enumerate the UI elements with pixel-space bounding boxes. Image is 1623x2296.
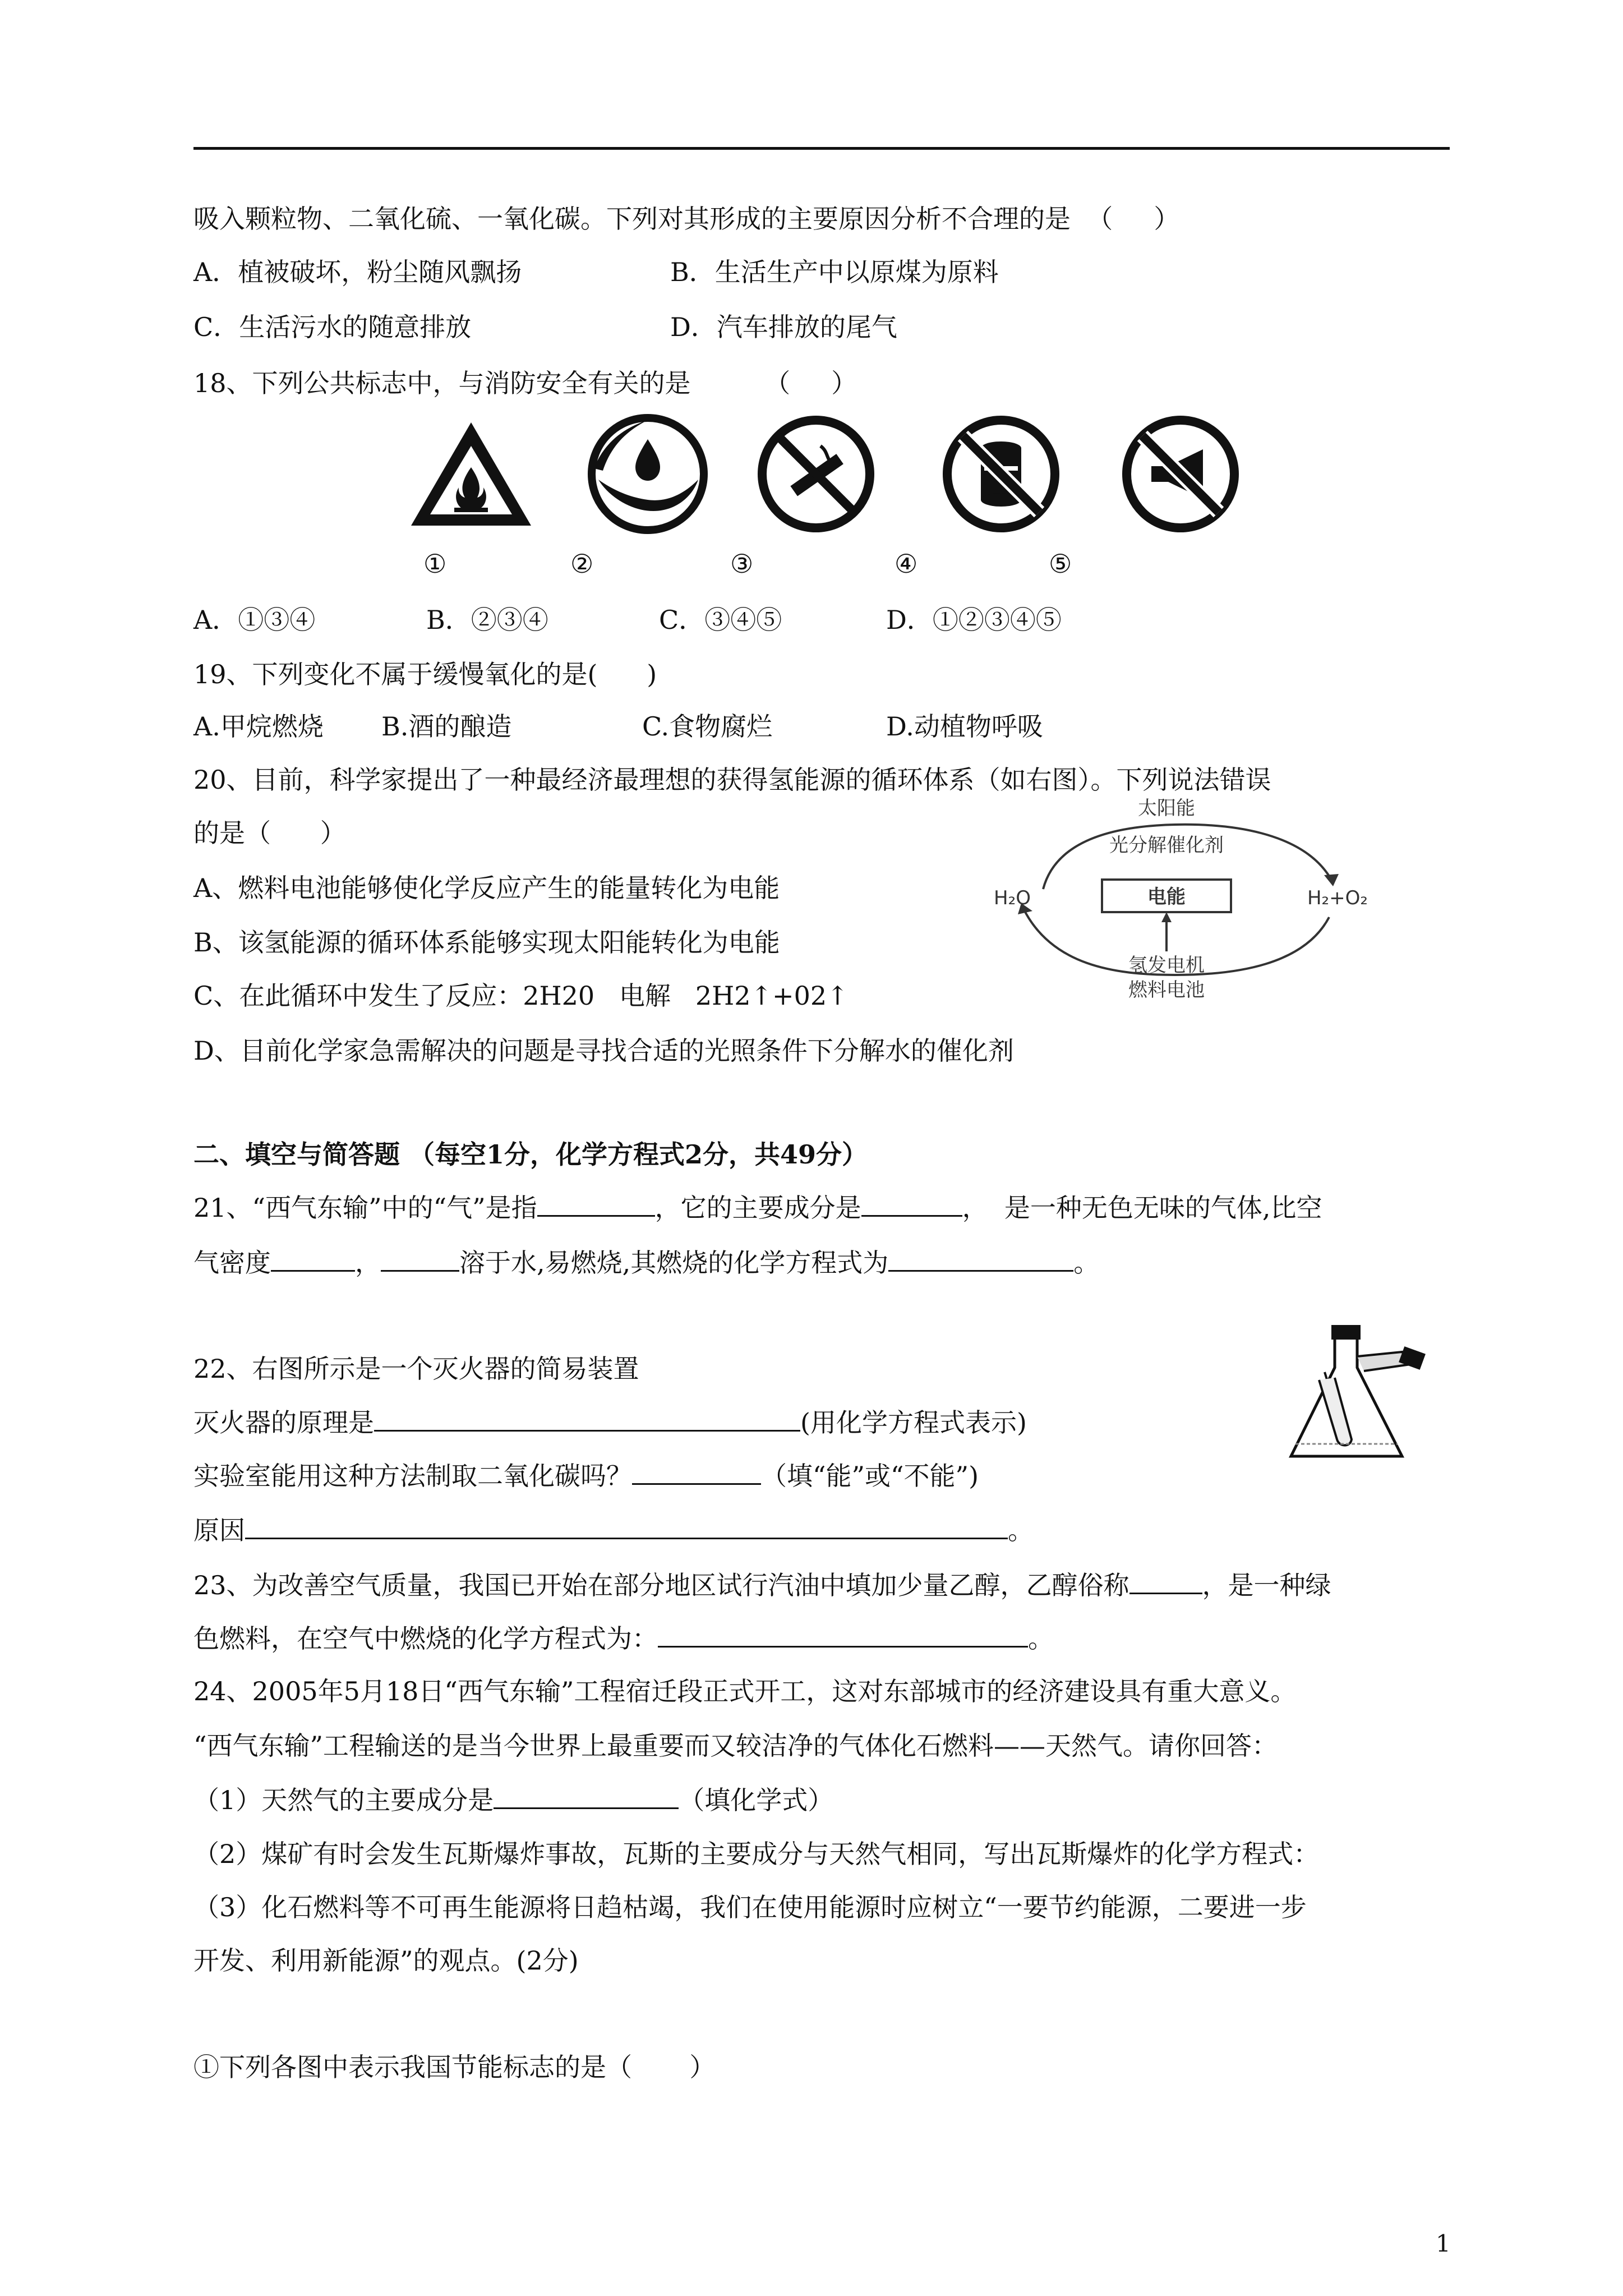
sign-label-3: ③ xyxy=(730,549,754,579)
q17-stem: 吸入颗粒物、二氧化硫、一氧化碳。下列对其形成的主要原因分析不合理的是 （ ） xyxy=(193,204,1180,234)
water-saving-icon xyxy=(586,412,709,536)
q20-stem-line1: 20、目前，科学家提出了一种最经济最理想的获得氢能源的循环体系（如右图）。下列说法错误 xyxy=(193,765,1271,795)
q20-stem-line2: 的是（ ） xyxy=(193,818,346,848)
section2-title: 二、填空与简答题 （每空1分，化学方程式2分，共49分） xyxy=(193,1139,868,1170)
sign-label-5: ⑤ xyxy=(1049,549,1072,579)
q23-blank-common-name[interactable] xyxy=(1129,1568,1202,1594)
q24-blank-formula[interactable] xyxy=(494,1783,679,1809)
q20-option-b: B、该氢能源的循环体系能够实现太阳能转化为电能 xyxy=(193,927,780,958)
q24-sub1: （1）天然气的主要成分是 （填化学式） xyxy=(193,1783,833,1817)
diagram-label-products: H₂+O₂ xyxy=(1307,887,1368,909)
q19-option-d: D.动植物呼吸 xyxy=(886,711,1043,742)
q21-blank-density[interactable] xyxy=(271,1245,355,1272)
q24-line2: “西气东输”工程输送的是当今世界上最重要而又较洁净的气体化石燃料——天然气。请你回答： xyxy=(193,1731,1278,1761)
no-smoking-icon xyxy=(754,412,878,536)
sign-label-4: ④ xyxy=(895,549,918,579)
q22-line2: 实验室能用这种方法制取二氧化碳吗？ （填“能”或“不能”) xyxy=(193,1458,979,1493)
diagram-label-fuel-cell: 燃料电池 xyxy=(1128,979,1205,1001)
sign-label-2: ② xyxy=(570,549,594,579)
diagram-label-solar: 太阳能 xyxy=(1138,797,1195,820)
q17-option-a: A．植被破坏，粉尘随风飘扬 xyxy=(193,257,522,287)
q20-option-a: A、燃料电池能够使化学反应产生的能量转化为电能 xyxy=(193,873,780,903)
q21-blank-gas[interactable] xyxy=(537,1190,655,1217)
flammable-warning-icon xyxy=(407,418,536,530)
q21-line2: 气密度 ， 溶于水,易燃烧,其燃烧的化学方程式为 。 xyxy=(193,1245,1099,1280)
q23-line2: 色燃料，在空气中燃烧的化学方程式为： 。 xyxy=(193,1621,1054,1655)
q23-line1: 23、为改善空气质量，我国已开始在部分地区试行汽油中填加少量乙醇，乙醇俗称 ，是一种绿 xyxy=(193,1568,1331,1602)
q24-sub3-line1: （3）化石燃料等不可再生能源将日趋枯竭，我们在使用能源时应树立“一要节约能源，二要进一步 xyxy=(193,1892,1307,1922)
diagram-label-catalyst: 光分解催化剂 xyxy=(1109,834,1224,857)
no-fuel-barrel-icon xyxy=(939,412,1063,536)
q18-option-d: D．①②③④⑤ xyxy=(886,605,1062,635)
q22-blank-reason[interactable] xyxy=(245,1513,1008,1539)
q19-option-a: A.甲烷燃烧 xyxy=(193,711,324,742)
no-honking-icon xyxy=(1119,412,1242,536)
q24-item1: ①下列各图中表示我国节能标志的是（ ） xyxy=(193,2052,716,2082)
q19-option-b: B.酒的酿造 xyxy=(381,711,512,742)
diagram-label-generator: 氢发电机 xyxy=(1128,954,1205,977)
q19-stem: 19、下列变化不属于缓慢氧化的是( ) xyxy=(193,659,657,689)
q17-option-b: B．生活生产中以原煤为原料 xyxy=(670,257,999,287)
extinguisher-flask-icon xyxy=(1279,1324,1447,1481)
q18-option-b: B．②③④ xyxy=(426,605,548,635)
q18-stem: 18、下列公共标志中，与消防安全有关的是 （ ） xyxy=(193,368,857,398)
q24-line1: 24、2005年5月18日“西气东输”工程宿迁段正式开工，这对东部城市的经济建设具有重大意义。 xyxy=(193,1676,1297,1706)
q21-blank-solubility[interactable] xyxy=(381,1245,459,1272)
q22-blank-equation[interactable] xyxy=(374,1405,800,1432)
header-rule xyxy=(193,147,1450,150)
q22-blank-can[interactable] xyxy=(632,1458,761,1485)
q21-line1: 21、“西气东输”中的“气”是指 ，它的主要成分是 ， 是一种无色无味的气体,比空 xyxy=(193,1190,1322,1225)
page-number: 1 xyxy=(1436,2230,1451,2257)
sign-label-1: ① xyxy=(423,549,447,579)
q23-blank-equation[interactable] xyxy=(658,1621,1028,1648)
hydrogen-cycle-diagram xyxy=(990,797,1394,1004)
q22-line3: 原因 。 xyxy=(193,1513,1034,1547)
q21-blank-component[interactable] xyxy=(861,1190,962,1217)
q22-stem: 22、右图所示是一个灭火器的简易装置 xyxy=(193,1354,639,1384)
diagram-label-water: H₂O xyxy=(994,887,1031,909)
q22-line1: 灭火器的原理是 (用化学方程式表示) xyxy=(193,1405,1027,1439)
q20-option-d: D、目前化学家急需解决的问题是寻找合适的光照条件下分解水的催化剂 xyxy=(193,1036,1014,1066)
q24-sub3-line2: 开发、利用新能源”的观点。(2分) xyxy=(193,1945,579,1976)
q18-option-c: C．③④⑤ xyxy=(659,605,782,635)
q18-option-a: A．①③④ xyxy=(193,605,316,635)
q17-option-d: D．汽车排放的尾气 xyxy=(670,312,897,342)
q20-option-c: C、在此循环中发生了反应：2H20 电解 2H2↑+02↑ xyxy=(193,981,849,1011)
q21-blank-equation[interactable] xyxy=(888,1245,1073,1272)
q19-option-c: C.食物腐烂 xyxy=(642,711,773,742)
q17-option-c: C．生活污水的随意排放 xyxy=(193,312,472,342)
q24-sub2: （2）煤矿有时会发生瓦斯爆炸事故，瓦斯的主要成分与天然气相同，写出瓦斯爆炸的化学方程式： xyxy=(193,1839,1320,1869)
diagram-label-electricity: 电能 xyxy=(1147,886,1186,908)
